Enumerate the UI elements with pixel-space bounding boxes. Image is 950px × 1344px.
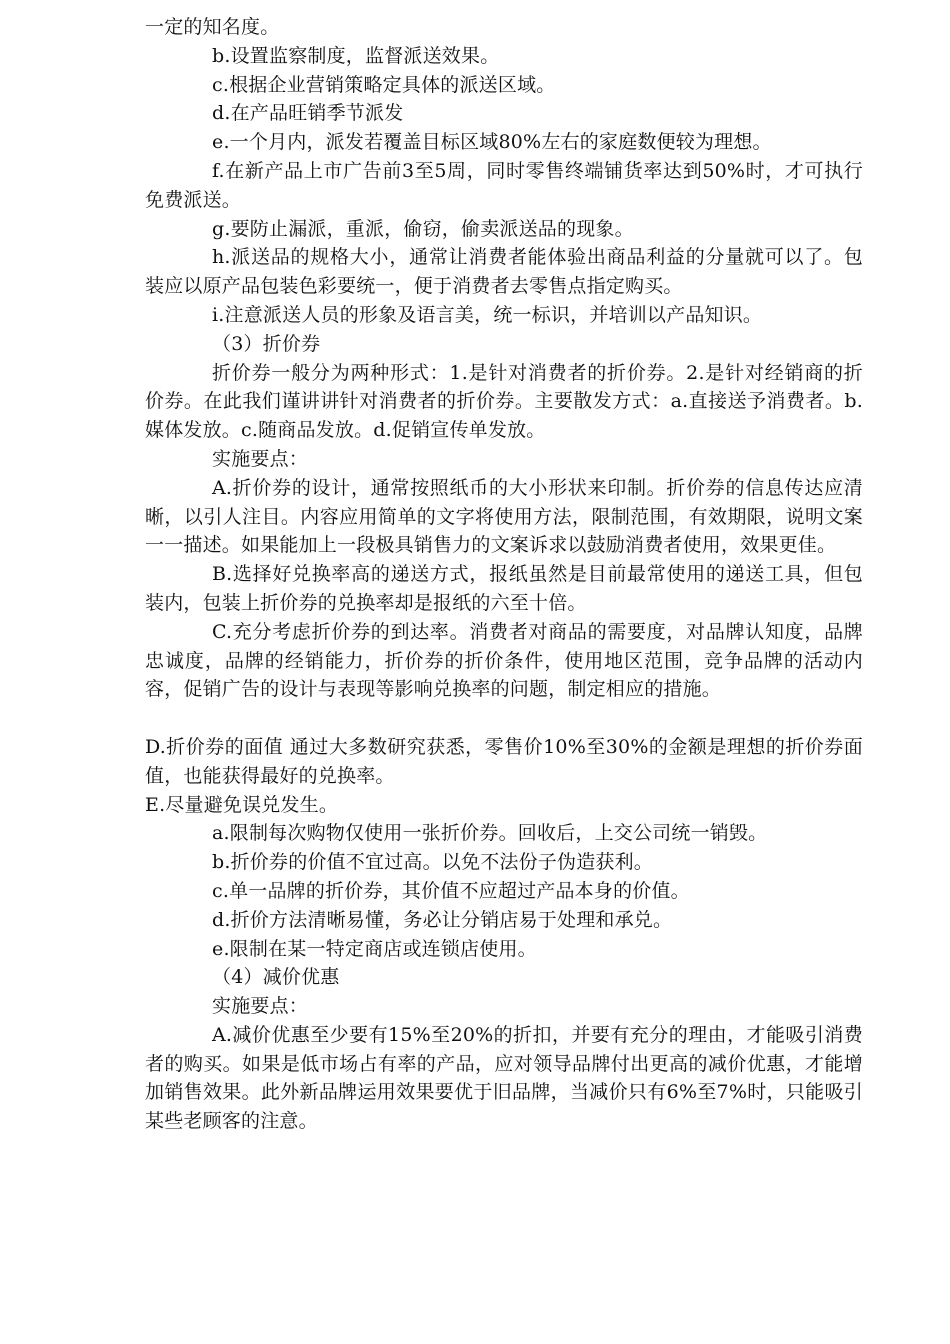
list-item: b.折价券的价值不宜过高。以免不法份子伪造获利。 <box>212 851 654 874</box>
paragraph: C.充分考虑折价券的到达率。消费者对商品的需要度，对品牌认知度，品牌忠诚度，品牌的经销能力，折价券的折价条件，使用地区范围，竞争品牌的活动内容，促销广告的设计与表现等影响兑换率的问题，制定相应的措施。 <box>145 620 863 701</box>
list-item: e.一个月内，派发若覆盖目标区域80%左右的家庭数便较为理想。 <box>212 131 772 154</box>
section-heading: （4）减价优惠 <box>212 966 340 989</box>
subheading: 实施要点： <box>212 447 309 470</box>
paragraph: 折价券一般分为两种形式：1.是针对消费者的折价券。2.是针对经销商的折价券。在此我们谨讲讲针对消费者的折价券。主要散发方式：a.直接送予消费者。b.媒体发放。c.随商品发放。d.促销宣传单发放。 <box>145 361 863 442</box>
paragraph: A.折价券的设计，通常按照纸币的大小形状来印制。折价券的信息传达应清晰，以引人注目。内容应用简单的文字将使用方法，限制范围，有效期限，说明文案一一描述。如果能加上一段极具销售力的文案诉求以鼓励消费者使用，效果更佳。 <box>145 476 863 557</box>
paragraph: 一定的知名度。 <box>145 16 280 38</box>
list-item: c.单一品牌的折价券，其价值不应超过产品本身的价值。 <box>212 879 690 902</box>
list-item: h.派送品的规格大小，通常让消费者能体验出商品利益的分量就可以了。包装应以原产品包装色彩要统一，便于消费者去零售点指定购买。 <box>145 246 863 298</box>
list-item: b.设置监察制度，监督派送效果。 <box>212 44 500 67</box>
paragraph: D.折价券的面值 通过大多数研究获悉，零售价10%至30%的金额是理想的折价券面值，也能获得最好的兑换率。 <box>145 735 863 787</box>
list-item: e.限制在某一特定商店或连锁店使用。 <box>212 937 537 960</box>
document-page <box>145 13 863 1136</box>
blank-line <box>145 704 863 733</box>
paragraph: B.选择好兑换率高的递送方式，报纸虽然是目前最常使用的递送工具，但包装内，包装上折价券的兑换率却是报纸的六至十倍。 <box>145 563 863 614</box>
list-item: f.在新产品上市广告前3至5周，同时零售终端铺货率达到50%时，才可执行免费派送。 <box>145 159 863 211</box>
list-item: c.根据企业营销策略定具体的派送区域。 <box>212 73 556 96</box>
paragraph: A.减价优惠至少要有15%至20%的折扣，并要有充分的理由，才能吸引消费者的购买。如果是低市场占有率的产品，应对领导品牌付出更高的减价优惠，才能增加销售效果。此外新品牌运用效果要优于旧品牌，当减价只有6%至7%时，只能吸引某些老顾客的注意。 <box>145 1023 863 1133</box>
list-item: d.折价方法清晰易懂，务必让分销店易于处理和承兑。 <box>212 908 673 931</box>
list-item: d.在产品旺销季节派发 <box>212 102 404 125</box>
list-item: i.注意派送人员的形象及语言美，统一标识，并培训以产品知识。 <box>212 303 763 326</box>
list-item: a.限制每次购物仅使用一张折价券。回收后，上交公司统一销毁。 <box>212 822 768 845</box>
subheading: 实施要点： <box>212 995 309 1018</box>
section-heading: （3）折价券 <box>212 332 321 355</box>
paragraph: E.尽量避免误兑发生。 <box>145 793 339 816</box>
list-item: g.要防止漏派，重派，偷窃，偷卖派送品的现象。 <box>212 217 634 240</box>
